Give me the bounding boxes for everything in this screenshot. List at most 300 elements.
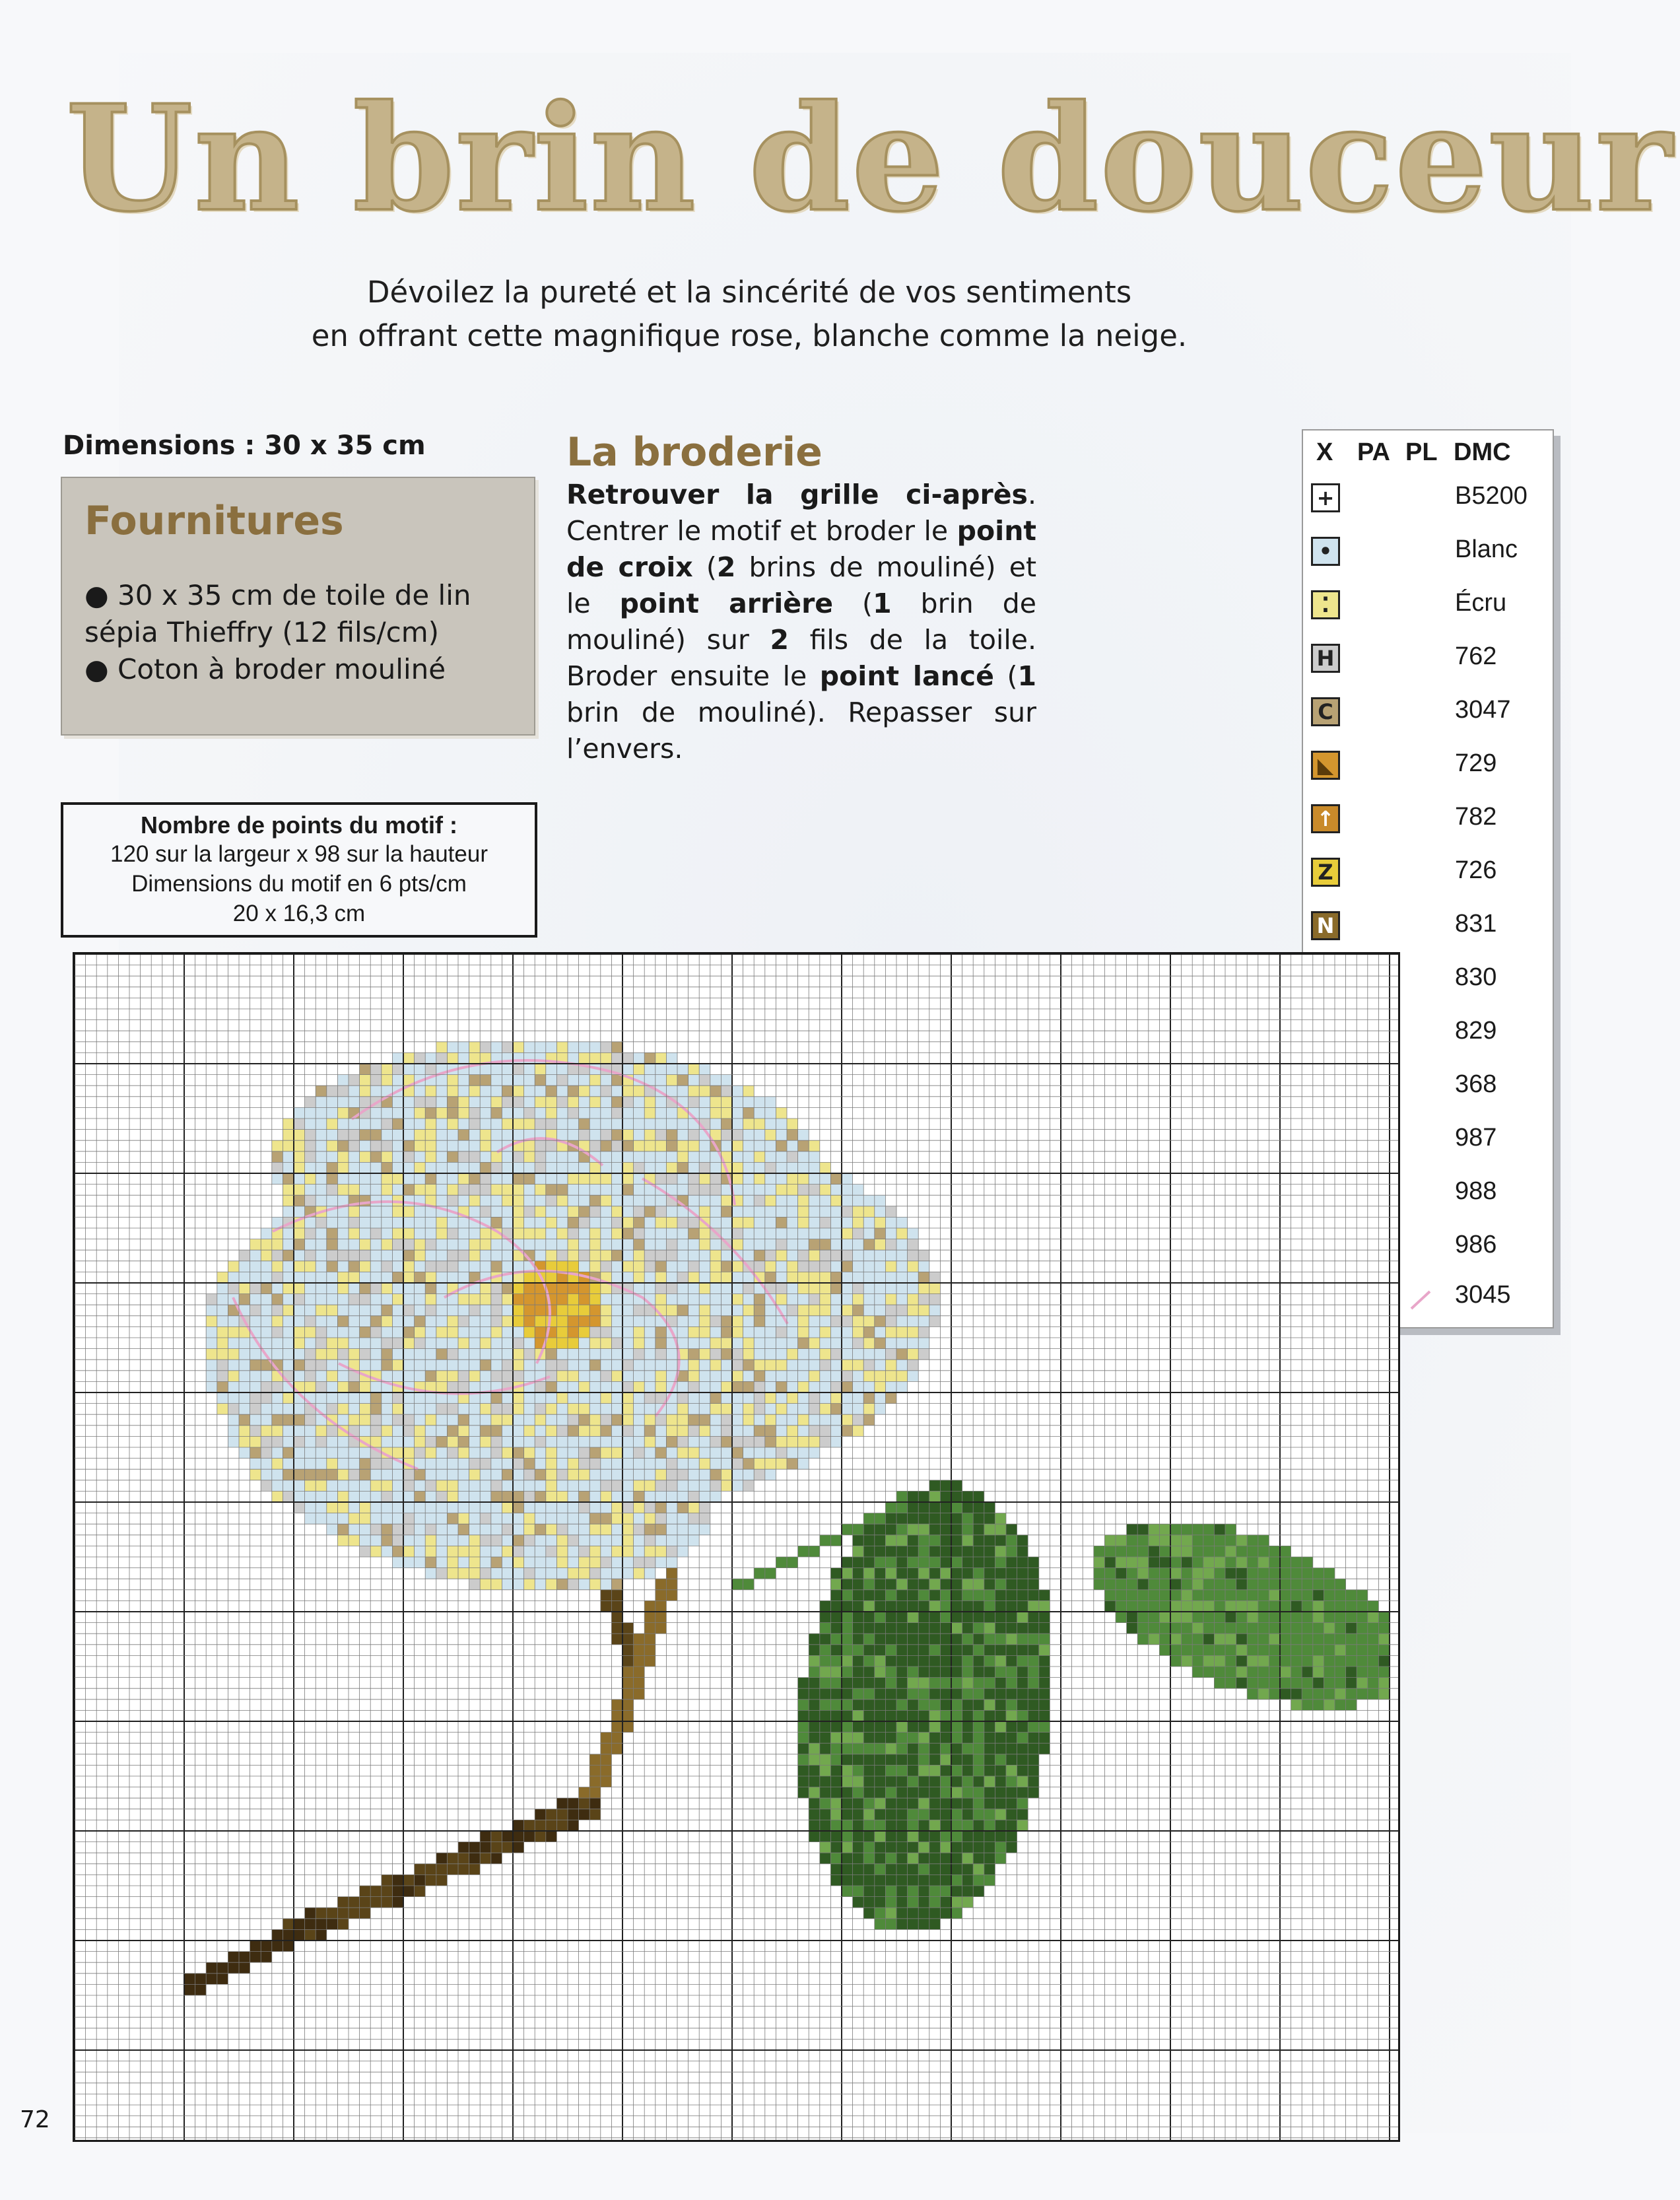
stitch-cell [382, 1305, 393, 1316]
stitch-cell [458, 1426, 469, 1437]
stitch-cell [513, 1436, 524, 1447]
stitch-cell [689, 1480, 700, 1492]
stitch-cell [666, 1491, 677, 1502]
stitch-cell [502, 1152, 513, 1163]
stitch-cell [579, 1228, 590, 1239]
stitch-cell [1368, 1645, 1379, 1656]
stitch-cell [853, 1338, 864, 1349]
stitch-cell [809, 1338, 820, 1349]
stitch-cell [469, 1206, 481, 1218]
stitch-cell [929, 1678, 941, 1689]
stitch-cell [940, 1557, 951, 1568]
stitch-cell [842, 1272, 853, 1283]
stitch-cell [830, 1228, 842, 1239]
stitch-cell [809, 1787, 820, 1799]
stitch-cell [294, 1206, 305, 1218]
stitch-cell [830, 1754, 842, 1766]
stitch-cell [644, 1426, 655, 1437]
stitch-cell [732, 1338, 743, 1349]
stitch-cell [842, 1349, 853, 1360]
stitch-cell [1006, 1568, 1017, 1579]
stitch-cell [995, 1579, 1006, 1590]
stitch-cell [973, 1667, 984, 1678]
stitch-cell [754, 1173, 765, 1185]
stitch-cell [666, 1524, 677, 1535]
stitch-cell [853, 1710, 864, 1721]
stitch-cell [1159, 1645, 1170, 1656]
stitch-cell [863, 1338, 875, 1349]
stitch-cell [908, 1710, 919, 1721]
stitch-cell [589, 1097, 601, 1108]
stitch-cell [1280, 1645, 1291, 1656]
stitch-cell [556, 1326, 568, 1338]
stitch-cell [611, 1130, 622, 1141]
stitch-cell [370, 1239, 382, 1251]
stitch-cell [425, 1502, 436, 1513]
stitch-cell [360, 1897, 371, 1908]
stitch-cell [853, 1283, 864, 1294]
stitch-cell [1291, 1678, 1302, 1689]
stitch-cell [622, 1392, 634, 1404]
stitch-cell [1280, 1655, 1291, 1667]
stitch-cell [863, 1294, 875, 1305]
stitch-cell [611, 1075, 622, 1086]
stitch-cell [1346, 1633, 1357, 1645]
stitch-cell [535, 1239, 546, 1251]
stitch-cell [415, 1052, 426, 1064]
stitch-cell [875, 1853, 886, 1864]
stitch-cell [556, 1239, 568, 1251]
stitch-cell [556, 1798, 568, 1809]
stitch-cell [655, 1590, 667, 1601]
stitch-cell [556, 1447, 568, 1459]
stitch-cell [349, 1381, 360, 1392]
stitch-cell [689, 1162, 700, 1173]
stitch-cell [1137, 1579, 1149, 1590]
stitch-cell [666, 1283, 677, 1294]
stitch-cell [710, 1414, 722, 1426]
stitch-cell [1192, 1600, 1203, 1612]
stitch-cell [415, 1294, 426, 1305]
stitch-cell [217, 1392, 228, 1404]
stitch-cell [1280, 1546, 1291, 1557]
stitch-cell [1159, 1612, 1170, 1623]
stitch-cell [875, 1535, 886, 1546]
stitch-cell [885, 1700, 896, 1711]
stitch-cell [995, 1700, 1006, 1711]
stitch-cell [634, 1349, 645, 1360]
stitch-cell [842, 1853, 853, 1864]
stitch-cell [239, 1447, 250, 1459]
stitch-cell [524, 1173, 535, 1185]
stitch-cell [853, 1765, 864, 1776]
legend-symbol-icon: ↑ [1311, 804, 1340, 833]
stitch-cell [1324, 1612, 1335, 1623]
stitch-cell [885, 1809, 896, 1820]
stitch-cell [283, 1316, 294, 1327]
stitch-cell [1039, 1733, 1050, 1744]
stitch-cell [425, 1864, 436, 1875]
stitch-cell [261, 1305, 272, 1316]
stitch-cell [1192, 1557, 1203, 1568]
stitch-cell [1269, 1600, 1280, 1612]
stitch-cell [601, 1359, 612, 1371]
stitch-cell [480, 1557, 491, 1568]
legend-dmc: 987 [1455, 1124, 1497, 1152]
stitch-cell [689, 1239, 700, 1251]
stitch-cell [579, 1195, 590, 1206]
stitch-cell [644, 1217, 655, 1228]
stitch-cell [370, 1886, 382, 1897]
stitch-cell [951, 1743, 962, 1754]
stitch-cell [842, 1831, 853, 1842]
stitch-cell [743, 1392, 755, 1404]
stitch-cell [885, 1645, 896, 1656]
stitch-cell [875, 1546, 886, 1557]
stitch-cell [1006, 1557, 1017, 1568]
stitch-cell [349, 1524, 360, 1535]
stitch-cell [918, 1568, 929, 1579]
stitch-cell [973, 1743, 984, 1754]
stitch-cell [765, 1404, 776, 1415]
stitch-cell [754, 1338, 765, 1349]
stitch-cell [622, 1513, 634, 1525]
stitch-cell [699, 1250, 710, 1261]
stitch-cell [327, 1217, 338, 1228]
stitch-cell [425, 1140, 436, 1152]
stitch-cell [765, 1305, 776, 1316]
stitch-cell [261, 1459, 272, 1470]
stitch-cell [568, 1326, 579, 1338]
stitch-cell [392, 1206, 403, 1218]
stitch-cell [1159, 1535, 1170, 1546]
stitch-cell [896, 1546, 908, 1557]
stitch-cell [579, 1513, 590, 1525]
stitch-cell [447, 1480, 458, 1492]
stitch-cell [853, 1623, 864, 1634]
stitch-cell [743, 1239, 755, 1251]
stitch-cell [863, 1765, 875, 1776]
stitch-cell [863, 1414, 875, 1426]
stitch-cell [853, 1820, 864, 1831]
stitch-cell [601, 1152, 612, 1163]
stitch-cell [349, 1075, 360, 1086]
stitch-cell [984, 1820, 995, 1831]
intro-text [231, 271, 1267, 358]
stitch-cell [644, 1250, 655, 1261]
stitch-cell [634, 1097, 645, 1108]
stitch-cell [885, 1688, 896, 1700]
stitch-cell [403, 1064, 415, 1075]
stitch-cell [469, 1316, 481, 1327]
stitch-cell [896, 1710, 908, 1721]
stitch-cell [327, 1283, 338, 1294]
stitch-cell [589, 1294, 601, 1305]
stitch-cell [228, 1404, 239, 1415]
stitch-cell [666, 1075, 677, 1086]
stitch-cell [546, 1447, 557, 1459]
stitch-cell [337, 1371, 349, 1382]
stitch-cell [261, 1338, 272, 1349]
stitch-cell [524, 1085, 535, 1097]
stitch-cell [1182, 1579, 1193, 1590]
stitch-cell [929, 1710, 941, 1721]
stitch-cell [973, 1820, 984, 1831]
stitch-cell [689, 1075, 700, 1086]
stitch-cell [885, 1853, 896, 1864]
stitch-cell [1017, 1721, 1028, 1733]
stitch-cell [820, 1853, 831, 1864]
stitch-cell [787, 1261, 798, 1272]
stitch-cell [524, 1349, 535, 1360]
stitch-cell [699, 1272, 710, 1283]
stitch-cell [579, 1392, 590, 1404]
stitch-cell [305, 1272, 316, 1283]
stitch-cell [415, 1085, 426, 1097]
stitch-cell [349, 1459, 360, 1470]
stitch-cell [250, 1459, 261, 1470]
stitch-cell [776, 1173, 787, 1185]
stitch-cell [995, 1710, 1006, 1721]
stitch-cell [283, 1261, 294, 1272]
stitch-cell [809, 1655, 820, 1667]
stitch-cell [415, 1261, 426, 1272]
page-number: 72 [20, 2106, 50, 2133]
stitch-cell [1149, 1524, 1160, 1535]
stitch-cell [634, 1447, 645, 1459]
stitch-cell [556, 1097, 568, 1108]
stitch-cell [337, 1513, 349, 1525]
stitch-cell [1335, 1633, 1346, 1645]
stitch-cell [951, 1886, 962, 1897]
stitch-cell [655, 1600, 667, 1612]
stitch-cell [535, 1436, 546, 1447]
stitch-cell [699, 1107, 710, 1118]
stitch-cell [929, 1743, 941, 1754]
stitch-cell [513, 1349, 524, 1360]
stitch-cell [337, 1404, 349, 1415]
stitch-cell [502, 1283, 513, 1294]
stitch-cell [458, 1130, 469, 1141]
stitch-cell [1039, 1633, 1050, 1645]
stitch-cell [721, 1294, 732, 1305]
stitch-cell [721, 1107, 732, 1118]
stitch-cell [403, 1447, 415, 1459]
stitch-cell [896, 1326, 908, 1338]
stitch-cell [896, 1645, 908, 1656]
stitch-cell [611, 1557, 622, 1568]
stitch-cell [556, 1162, 568, 1173]
stitch-cell [228, 1283, 239, 1294]
stitch-cell [1247, 1579, 1258, 1590]
stitch-cell [1192, 1590, 1203, 1601]
stitch-cell [327, 1404, 338, 1415]
stitch-cell [382, 1886, 393, 1897]
stitch-cell [677, 1152, 689, 1163]
stitch-cell [546, 1195, 557, 1206]
stitch-cell [535, 1459, 546, 1470]
stitch-cell [403, 1305, 415, 1316]
stitch-cell [502, 1392, 513, 1404]
stitch-cell [403, 1052, 415, 1064]
stitch-cell [885, 1305, 896, 1316]
stitch-cell [918, 1535, 929, 1546]
stitch-cell [491, 1118, 502, 1130]
stitch-cell [1170, 1633, 1182, 1645]
stitch-cell [415, 1359, 426, 1371]
stitch-cell [732, 1349, 743, 1360]
stitch-cell [1302, 1590, 1313, 1601]
stitch-cell [655, 1130, 667, 1141]
stitch-cell [820, 1272, 831, 1283]
stitch-cell [436, 1447, 448, 1459]
stitch-cell [842, 1798, 853, 1809]
stitch-cell [403, 1557, 415, 1568]
stitch-cell [929, 1853, 941, 1864]
stitch-cell [1170, 1557, 1182, 1568]
stitch-cell [885, 1392, 896, 1404]
stitch-cell [502, 1480, 513, 1492]
legend-row [1303, 792, 1553, 846]
stitch-cell [589, 1195, 601, 1206]
stitch-cell [699, 1359, 710, 1371]
stitch-cell [349, 1173, 360, 1185]
stitch-cell [666, 1228, 677, 1239]
stitch-cell [556, 1359, 568, 1371]
stitch-cell [787, 1326, 798, 1338]
stitch-cell [370, 1897, 382, 1908]
stitch-cell [1203, 1557, 1215, 1568]
stitch-cell [644, 1459, 655, 1470]
stitch-cell [1039, 1590, 1050, 1601]
stitch-cell [875, 1568, 886, 1579]
stitch-cell [601, 1326, 612, 1338]
stitch-cell [875, 1316, 886, 1327]
stitch-cell [622, 1052, 634, 1064]
stitch-cell [951, 1798, 962, 1809]
stitch-cell [885, 1754, 896, 1766]
stitch-cell [754, 1185, 765, 1196]
stitch-cell [403, 1404, 415, 1415]
stitch-cell [743, 1162, 755, 1173]
stitch-cell [392, 1052, 403, 1064]
stitch-cell [798, 1261, 809, 1272]
stitch-cell [524, 1491, 535, 1502]
stitch-cell [1017, 1623, 1028, 1634]
stitch-cell [732, 1359, 743, 1371]
stitch-cell [776, 1349, 787, 1360]
stitch-cell [1357, 1688, 1368, 1700]
stitch-cell [896, 1842, 908, 1853]
stitch-cell [830, 1239, 842, 1251]
stitch-cell [403, 1107, 415, 1118]
stitch-cell [809, 1426, 820, 1437]
stitch-cell [349, 1316, 360, 1327]
stitch-cell [1182, 1568, 1193, 1579]
stitch-cell [863, 1228, 875, 1239]
stitch-cell [644, 1633, 655, 1645]
stitch-cell [699, 1185, 710, 1196]
stitch-cell [305, 1097, 316, 1108]
stitch-cell [228, 1371, 239, 1382]
stitch-cell [513, 1326, 524, 1338]
stitch-cell [206, 1974, 217, 1985]
stitch-cell [830, 1787, 842, 1799]
stitch-cell [294, 1173, 305, 1185]
stitch-cell [228, 1261, 239, 1272]
stitch-cell [228, 1381, 239, 1392]
legend-dmc: 831 [1455, 910, 1497, 938]
stitch-cell [809, 1798, 820, 1809]
stitch-cell [951, 1623, 962, 1634]
stitch-cell [809, 1392, 820, 1404]
stitch-cell [885, 1250, 896, 1261]
stitch-cell [1170, 1524, 1182, 1535]
stitch-cell [546, 1414, 557, 1426]
stitch-cell [765, 1426, 776, 1437]
stitch-cell [699, 1195, 710, 1206]
stitch-cell [1028, 1688, 1039, 1700]
stitch-cell [546, 1118, 557, 1130]
stitch-cell [940, 1874, 951, 1886]
stitch-cell [1258, 1600, 1269, 1612]
stitch-cell [337, 1381, 349, 1392]
stitch-cell [546, 1392, 557, 1404]
stitch-cell [261, 1283, 272, 1294]
stitch-cell [436, 1535, 448, 1546]
stitch-cell [984, 1700, 995, 1711]
stitch-cell [425, 1524, 436, 1535]
stitch-cell [250, 1414, 261, 1426]
stitch-cell [568, 1130, 579, 1141]
stitch-cell [634, 1283, 645, 1294]
stitch-cell [820, 1436, 831, 1447]
stitch-cell [425, 1118, 436, 1130]
stitch-cell [929, 1513, 941, 1525]
stitch-cell [830, 1250, 842, 1261]
stitch-cell [677, 1524, 689, 1535]
stitch-cell [995, 1546, 1006, 1557]
stitch-cell [809, 1633, 820, 1645]
stitch-cell [842, 1688, 853, 1700]
stitch-cell [710, 1250, 722, 1261]
stitch-cell [239, 1404, 250, 1415]
stitch-cell [579, 1535, 590, 1546]
stitch-cell [655, 1513, 667, 1525]
stitch-cell [1378, 1688, 1390, 1700]
stitch-cell [327, 1316, 338, 1327]
stitch-cell [1116, 1612, 1127, 1623]
stitch-cell [546, 1568, 557, 1579]
stitch-cell [491, 1831, 502, 1842]
stitch-cell [995, 1557, 1006, 1568]
stitch-cell [699, 1075, 710, 1086]
stitch-cell [830, 1700, 842, 1711]
stitch-cell [842, 1623, 853, 1634]
stitch-cell [1006, 1645, 1017, 1656]
stitch-cell [754, 1459, 765, 1470]
stitch-cell [863, 1392, 875, 1404]
stitch-cell [250, 1283, 261, 1294]
stitch-cell [776, 1261, 787, 1272]
stitch-cell [634, 1217, 645, 1228]
stitch-cell [436, 1152, 448, 1163]
stitch-cell [436, 1513, 448, 1525]
stitch-cell [436, 1426, 448, 1437]
stitch-cell [820, 1776, 831, 1787]
stitch-cell [853, 1645, 864, 1656]
stitch-cell [973, 1568, 984, 1579]
